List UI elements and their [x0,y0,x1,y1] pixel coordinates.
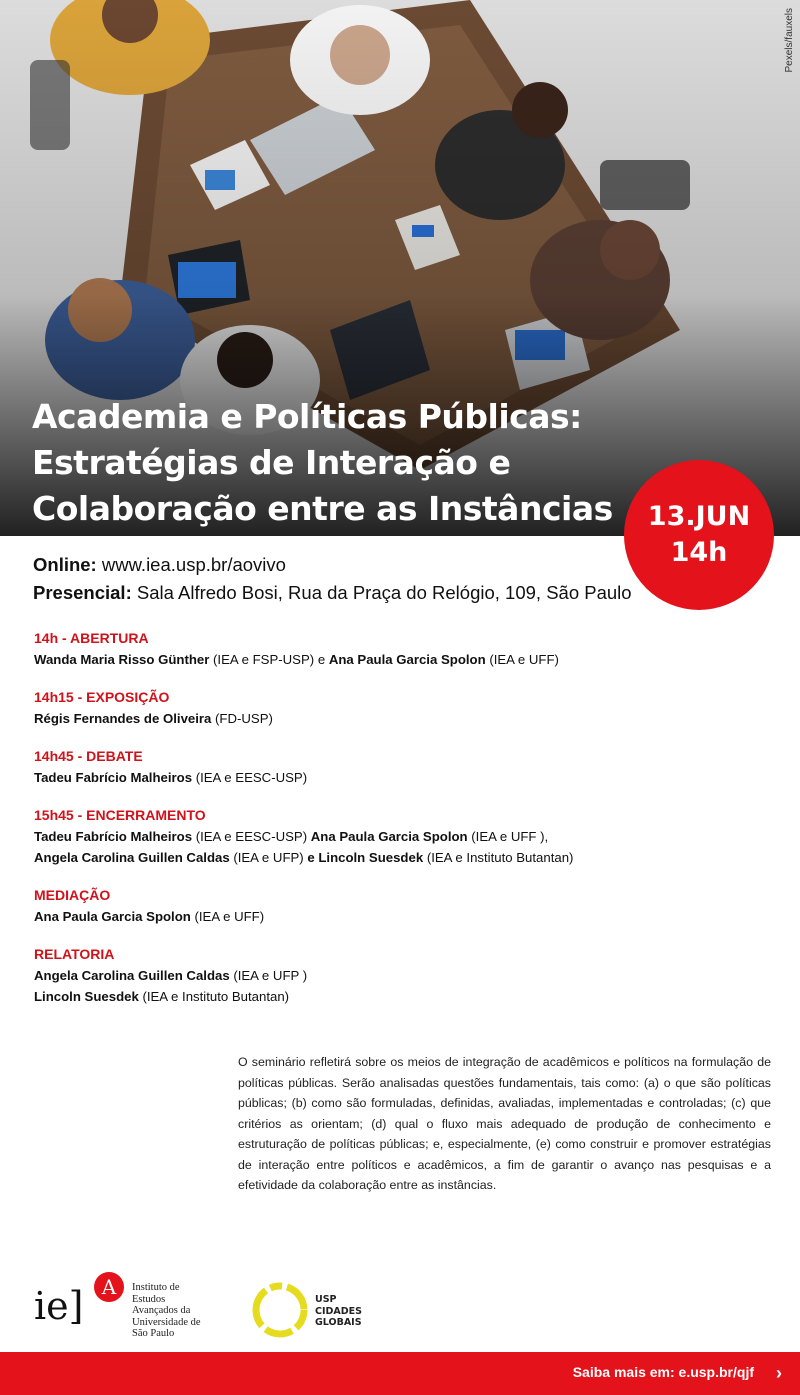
participant-name: Wanda Maria Risso Günther [34,652,210,667]
affiliation: (IEA e Instituto Butantan) [423,850,574,865]
section-heading: 15h45 - ENCERRAMENTO [34,807,206,823]
program-section [34,944,654,1007]
participant-line [34,906,654,927]
affiliation: (IEA e UFP ) [229,968,308,983]
iea-mark: ie] [34,1284,84,1328]
usp-line: CIDADES [315,1305,362,1317]
iea-name-line: Universidade de [132,1316,201,1328]
online-line [33,551,632,579]
iea-letter-badge: A [94,1272,124,1302]
program-section [34,805,654,868]
presencial-label: Presencial: [33,582,132,603]
event-time: 14h [670,537,728,568]
title-line: Colaboração entre as Instâncias [32,489,613,528]
participant-line [34,708,654,729]
affiliation: (IEA e UFF) [190,909,265,924]
program-schedule [34,628,654,1024]
event-title [32,394,652,532]
footer-bar[interactable] [0,1352,800,1395]
section-heading: 14h45 - DEBATE [34,748,143,764]
iea-name-line: Estudos [132,1293,166,1305]
footer-link[interactable]: Saiba mais em: e.usp.br/qjf [572,1364,754,1380]
photo-credit: Pexels/fauxels [784,8,795,73]
hero-image [0,0,800,536]
participant-name: Régis Fernandes de Oliveira [34,711,212,726]
section-heading: RELATORIA [34,946,115,962]
online-label: Online: [33,554,97,575]
affiliation: (IEA e UFF ), [467,829,549,844]
iea-usp-logo[interactable] [34,1270,224,1342]
iea-name-line: Avançados da [132,1305,191,1316]
usp-line: USP [315,1294,337,1305]
participant-name: Angela Carolina Guillen Caldas [34,968,230,983]
presencial-address: Sala Alfredo Bosi, Rua da Praça do Relógio, 109, São Paulo [136,582,632,603]
participant-line [34,826,654,847]
chevron-right-icon[interactable]: › [776,1363,782,1383]
event-description: O seminário refletirá sobre os meios de integração de acadêmicos e políticos na formulação de políticas públicas. Serão analisadas questões fundamentais, tais como: (a) o que são políticas públicas; (b) como são formuladas, definidas, avaliadas, implementadas e controladas; (c) que critérios as orientam; (d) qual o fluxo mais adequado de produção de conhecimento e estruturação de políticas públicas; e, especialmente, (e) como construir e promover estratégias de interação entre políticos e acadêmicos, a fim de garantir o avanço nas pesquisas e a efetividade da colaboração entre as instâncias. [238,1055,771,1192]
program-section [34,628,654,670]
section-heading: MEDIAÇÃO [34,887,111,903]
affiliation: (IEA e EESC-USP) [192,770,308,785]
section-heading: 14h - ABERTURA [34,630,149,646]
affiliation: (IEA e Instituto Butantan) [138,989,290,1004]
iea-name [132,1282,201,1340]
location-info [33,551,632,607]
affiliation: (IEA e EESC-USP) [192,829,311,844]
date-badge [624,460,774,610]
participant-line [34,986,654,1007]
program-section [34,746,654,788]
iea-name-line: São Paulo [132,1328,175,1339]
participant-line [34,847,654,868]
participant-name: e Lincoln Suesdek [307,850,424,865]
participant-name: Tadeu Fabrício Malheiros [34,770,193,785]
program-section [34,687,654,729]
participant-line [34,965,654,986]
affiliation: (IEA e FSP-USP) e [209,652,329,667]
ring-icon [250,1280,310,1340]
section-heading: 14h15 - EXPOSIÇÃO [34,689,170,705]
title-line: Estratégias de Interação e [32,443,511,482]
title-line: Academia e Políticas Públicas: [32,397,582,436]
online-link[interactable]: www.iea.usp.br/aovivo [101,554,286,575]
participant-name: Ana Paula Garcia Spolon [328,652,486,667]
usp-cidades-globais-logo[interactable] [250,1280,380,1340]
usp-line: GLOBAIS [315,1317,362,1328]
presencial-line [33,579,632,607]
participant-line [34,649,654,670]
affiliation: (IEA e UFF) [485,652,559,667]
participant-name: Ana Paula Garcia Spolon [310,829,468,844]
affiliation: (IEA e UFP) [229,850,308,865]
participant-name: Tadeu Fabrício Malheiros [34,829,193,844]
iea-name-line: Instituto de [132,1282,180,1293]
participant-name: Lincoln Suesdek [34,989,139,1004]
program-section [34,885,654,927]
participant-name: Angela Carolina Guillen Caldas [34,850,230,865]
event-date: 13.JUN [647,501,751,532]
participant-line [34,767,654,788]
participant-name: Ana Paula Garcia Spolon [34,909,191,924]
usp-logo-text [315,1294,362,1329]
affiliation: (FD-USP) [211,711,273,726]
